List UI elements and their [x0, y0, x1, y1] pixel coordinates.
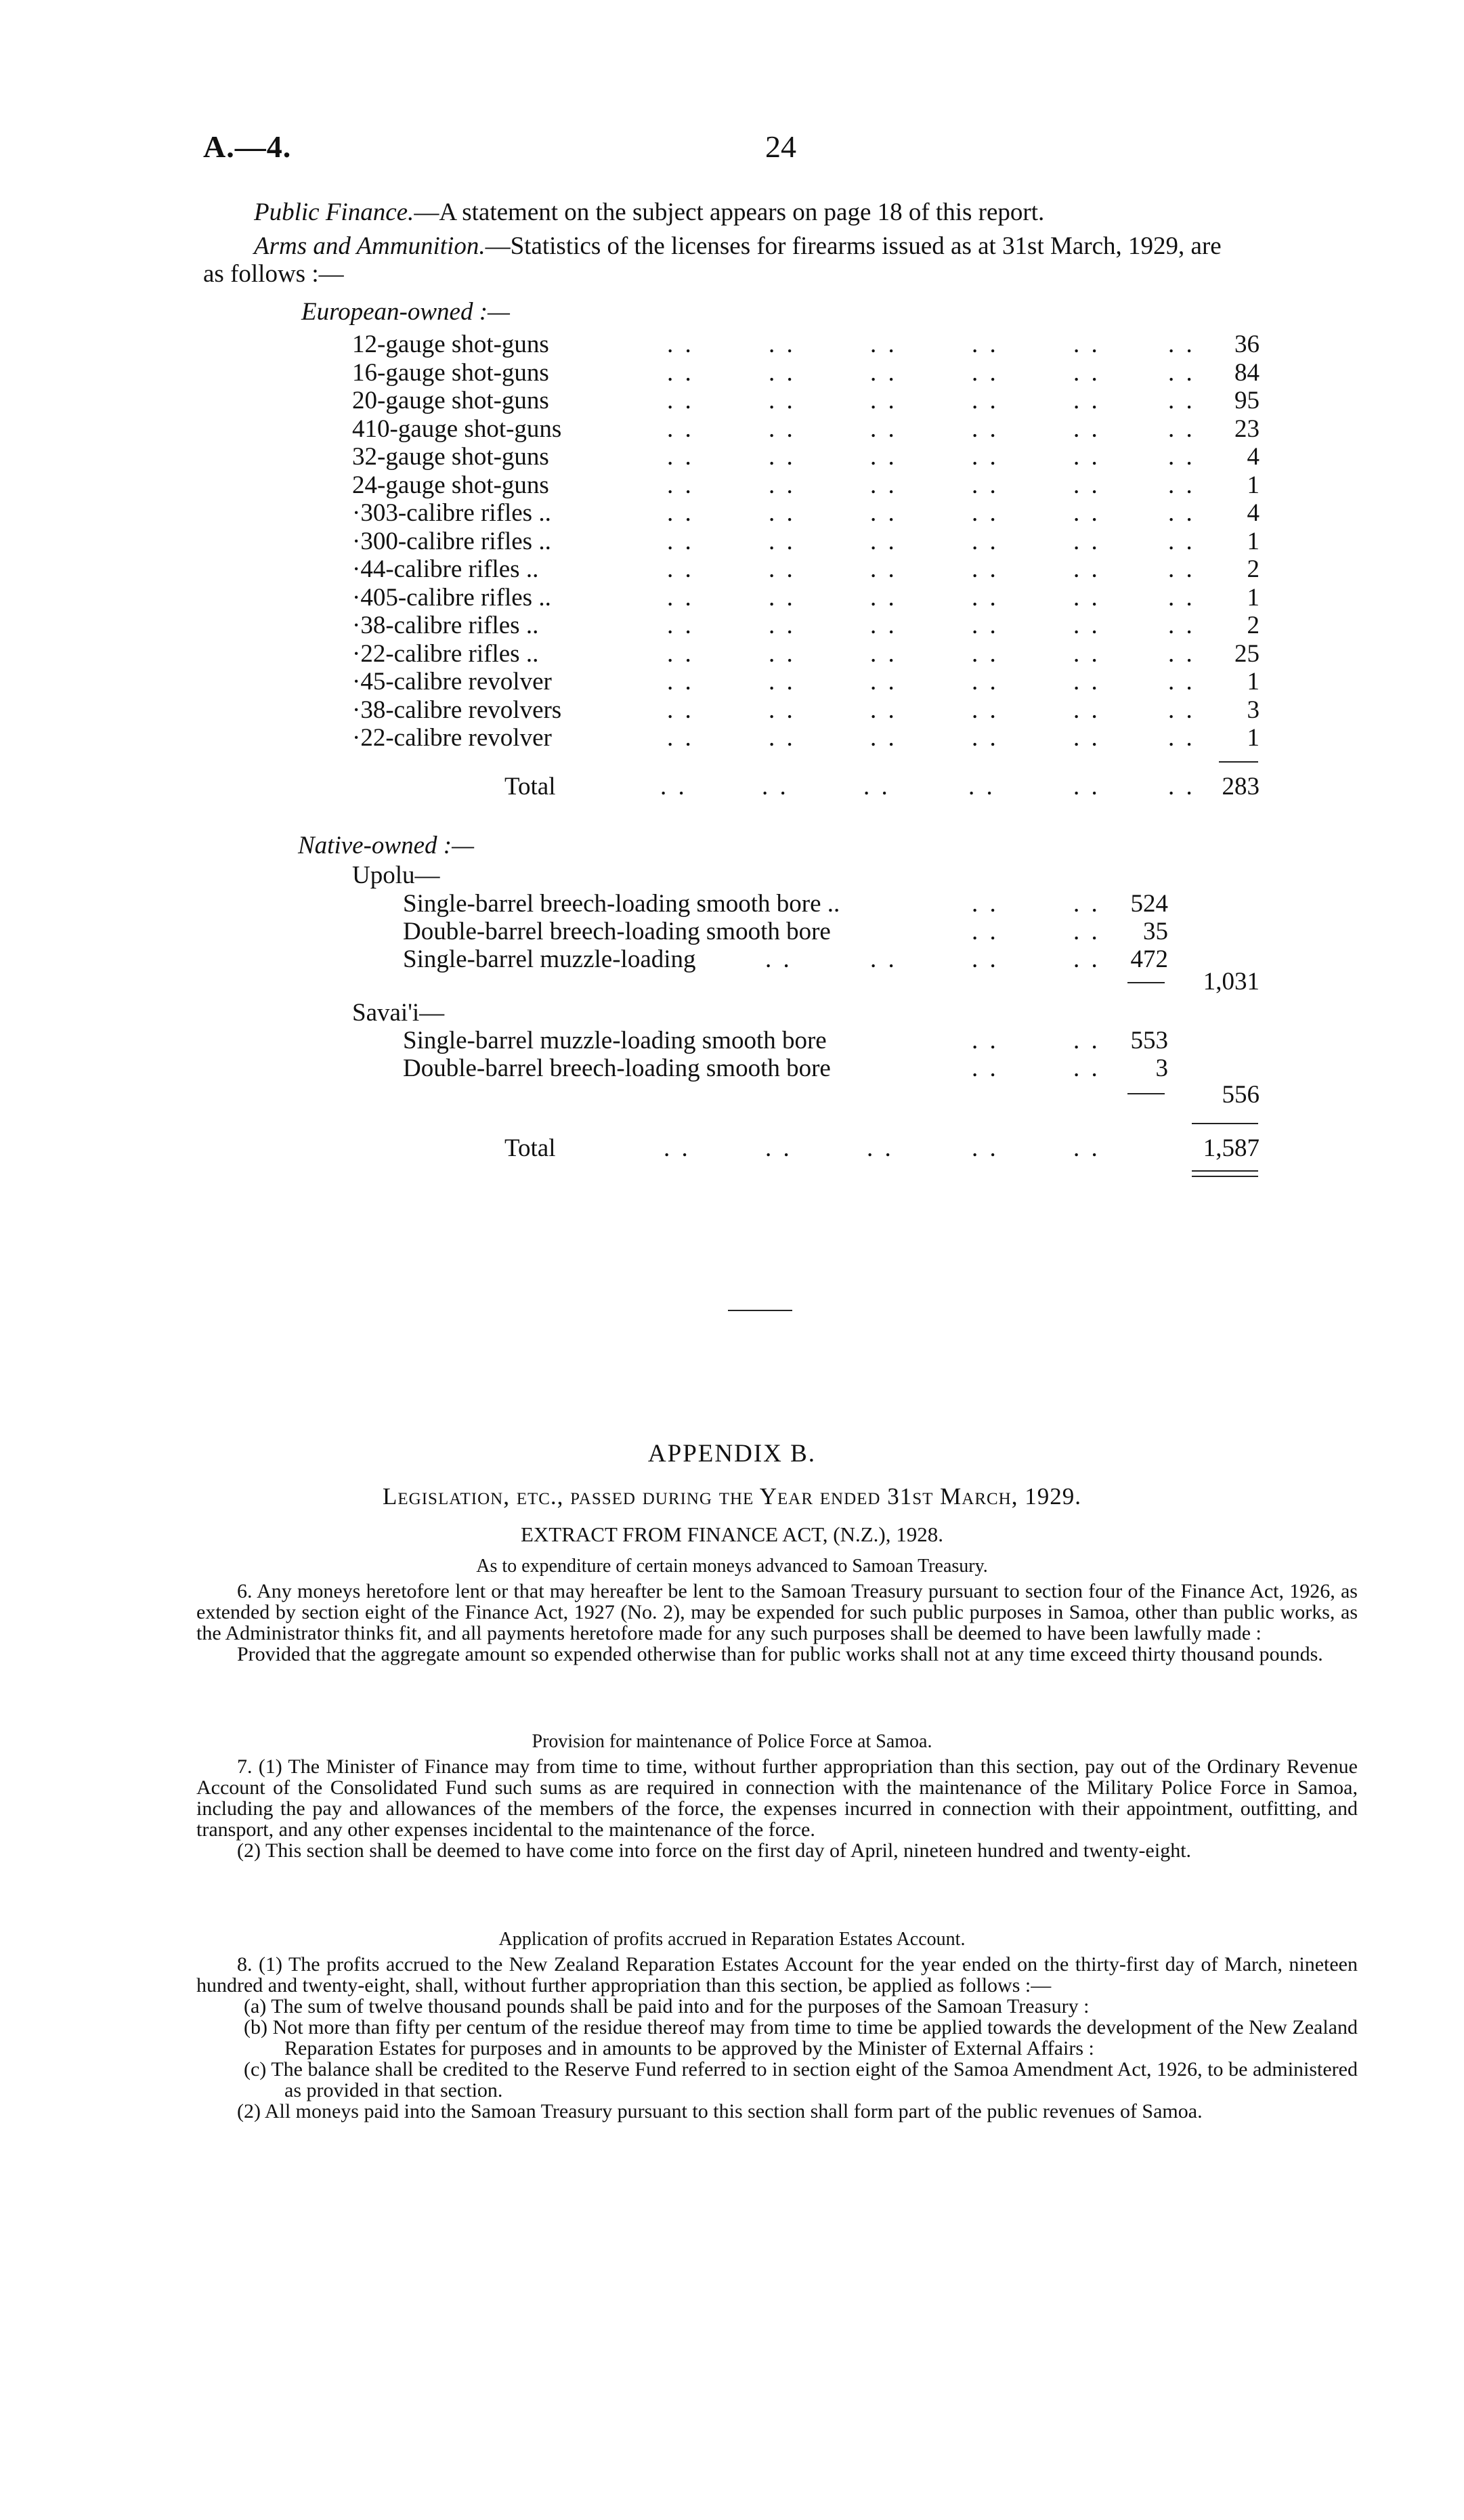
native-total-value: 1,587	[1203, 1134, 1260, 1162]
european-row-value: 25	[1234, 639, 1260, 668]
dot-leader: . .	[1073, 358, 1100, 387]
savaii-row-label: Single-barrel muzzle-loading smooth bore	[403, 1027, 827, 1054]
dot-leader: . .	[870, 330, 897, 358]
dot-leader: . .	[1073, 724, 1100, 752]
savaii-heading: Savai'i—	[352, 999, 445, 1027]
european-row-label: 16-gauge shot-guns	[352, 358, 549, 387]
dot-leader: . .	[667, 330, 694, 358]
dot-leader: . .	[972, 1134, 999, 1162]
dot-leader: . .	[1073, 1027, 1100, 1054]
upolu-subtotal-row	[0, 967, 1464, 996]
dot-leader: . .	[870, 945, 897, 973]
dot-leader: . .	[867, 1134, 894, 1162]
arms-paragraph-line1	[254, 232, 1222, 260]
european-row-label: ·303-calibre rifles ..	[352, 499, 551, 527]
dot-leader: . .	[1073, 612, 1100, 639]
european-row-value: 23	[1234, 414, 1260, 443]
dot-leader: . .	[1168, 471, 1195, 499]
european-row-value: 4	[1247, 499, 1260, 527]
dot-leader: . .	[870, 443, 897, 471]
dot-leader: . .	[1073, 696, 1100, 724]
european-row-value: 2	[1247, 612, 1260, 639]
section-8-clause-b: (b) Not more than fifty per centum of the residue thereof may from time to time be applied towards the development of the New Zealand Reparation Estates for purposes and in amounts to be approved by the Minister of External Affairs :	[244, 2016, 1358, 2059]
upolu-row-label: Double-barrel breech-loading smooth bore	[403, 918, 831, 945]
savaii-row	[0, 1026, 1464, 1054]
section-6	[196, 1581, 1358, 1665]
section-7	[196, 1756, 1358, 1861]
upolu-row-label: Single-barrel breech-loading smooth bore ..	[403, 890, 840, 918]
dot-leader: . .	[1073, 668, 1100, 696]
european-row	[0, 696, 1464, 724]
dot-leader: . .	[769, 499, 796, 527]
dot-leader: . .	[972, 499, 999, 527]
european-row	[0, 583, 1464, 612]
dot-leader: . .	[870, 724, 897, 752]
dot-leader: . .	[769, 387, 796, 414]
dot-leader: . .	[870, 696, 897, 724]
upolu-subtotal: 1,031	[1203, 968, 1260, 996]
dot-leader: . .	[1073, 414, 1100, 443]
dot-leader: . .	[769, 555, 796, 583]
dot-leader: . .	[769, 639, 796, 668]
european-row	[0, 667, 1464, 696]
dot-leader: . .	[870, 527, 897, 555]
public-finance-paragraph	[254, 198, 1044, 226]
dot-leader: . .	[972, 945, 999, 973]
dot-leader: . .	[870, 668, 897, 696]
dot-leader: . .	[972, 639, 999, 668]
dot-leader: . .	[1073, 443, 1100, 471]
dot-leader: . .	[870, 639, 897, 668]
dot-leader: . .	[769, 330, 796, 358]
public-finance-text: —A statement on the subject appears on page 18 of this report.	[414, 198, 1045, 226]
dot-leader: . .	[1168, 612, 1195, 639]
dot-leader: . .	[1073, 918, 1100, 945]
dot-leader: . .	[1073, 1134, 1100, 1162]
sub-heading-expenditure: As to expenditure of certain moneys advanced to Samoan Treasury.	[476, 1556, 988, 1577]
section-8-paragraph-1: 8. (1) The profits accrued to the New Zealand Reparation Estates Account for the year ended on the thirty-first day of March, nineteen hundred and twenty-eight, shall, without further appropriation than this section, be applied as follows :—	[196, 1953, 1358, 1996]
european-row-label: ·405-calibre rifles ..	[352, 583, 551, 612]
dot-leader: . .	[972, 387, 999, 414]
dot-leader: . .	[1073, 890, 1100, 918]
savaii-row-value: 3	[1155, 1054, 1168, 1082]
dot-leader: . .	[972, 527, 999, 555]
dot-leader: . .	[1073, 583, 1100, 612]
european-row-label: 32-gauge shot-guns	[352, 443, 549, 471]
european-row-label: ·22-calibre rifles ..	[352, 639, 539, 668]
dot-leader: . .	[667, 387, 694, 414]
dot-leader: . .	[667, 471, 694, 499]
dot-leader: . .	[667, 612, 694, 639]
dot-leader: . .	[972, 583, 999, 612]
dot-leader: . .	[1168, 387, 1195, 414]
dot-leader: . .	[972, 443, 999, 471]
dot-leader: . .	[968, 773, 995, 800]
european-row	[0, 498, 1464, 527]
dot-leader: . .	[1168, 499, 1195, 527]
dot-leader: . .	[972, 414, 999, 443]
section-6-paragraph: 6. Any moneys heretofore lent or that may hereafter be lent to the Samoan Treasury pursuant to section four of the Finance Act, 1926, as extended by section eight of the Finance Act, 1927 (No. 2), may be expended for such public purposes in Samoa, other than public works, as the Administrator thinks fit, and all payments heretofore made for any such purposes shall be deemed to have been lawfully made :	[196, 1580, 1358, 1644]
dot-leader: . .	[660, 773, 687, 800]
european-row	[0, 723, 1464, 752]
native-total-row	[0, 1134, 1464, 1162]
dot-leader: . .	[972, 696, 999, 724]
dot-leader: . .	[769, 527, 796, 555]
dot-leader: . .	[769, 358, 796, 387]
section-7-paragraph-2: (2) This section shall be deemed to have come into force on the first day of April, nineteen hundred and twenty-eight.	[237, 1839, 1192, 1862]
dot-leader: . .	[1073, 499, 1100, 527]
page-number: 24	[765, 129, 796, 164]
dot-leader: . .	[972, 471, 999, 499]
dot-leader: . .	[972, 330, 999, 358]
dot-leader: . .	[667, 414, 694, 443]
european-row-label: 20-gauge shot-guns	[352, 387, 549, 414]
native-total-rule	[1192, 1123, 1258, 1124]
dot-leader: . .	[972, 612, 999, 639]
european-row-label: 12-gauge shot-guns	[352, 330, 549, 358]
european-row	[0, 471, 1464, 499]
dot-leader: . .	[769, 583, 796, 612]
section-8-clause-c: (c) The balance shall be credited to the Reserve Fund referred to in section eight of the Samoa Amendment Act, 1926, to be administered as provided in that section.	[244, 2058, 1358, 2101]
appendix-title: APPENDIX B.	[647, 1440, 817, 1468]
european-row	[0, 527, 1464, 555]
dot-leader: . .	[870, 414, 897, 443]
european-row-value: 95	[1234, 387, 1260, 414]
european-row-value: 36	[1234, 330, 1260, 358]
european-row-label: ·38-calibre rifles ..	[352, 612, 539, 639]
dot-leader: . .	[1168, 414, 1195, 443]
european-row-label: ·44-calibre rifles ..	[352, 555, 539, 583]
upolu-row-value: 35	[1143, 918, 1168, 945]
dot-leader: . .	[870, 471, 897, 499]
dot-leader: . .	[1073, 639, 1100, 668]
dot-leader: . .	[870, 387, 897, 414]
dot-leader: . .	[769, 724, 796, 752]
dot-leader: . .	[769, 612, 796, 639]
dot-leader: . .	[1168, 773, 1195, 800]
european-total-rule	[1219, 761, 1258, 763]
european-total-row	[0, 772, 1464, 800]
arms-text-line1: —Statistics of the licenses for firearms issued as at 31st March, 1929, are	[485, 232, 1222, 260]
dot-leader: . .	[1073, 555, 1100, 583]
european-row-value: 3	[1247, 696, 1260, 724]
sub-heading-reparation: Application of profits accrued in Reparation Estates Account.	[498, 1929, 966, 1950]
dot-leader: . .	[1073, 527, 1100, 555]
dot-leader: . .	[1168, 358, 1195, 387]
european-row-label: ·22-calibre revolver	[352, 724, 552, 752]
upolu-row-value: 472	[1130, 945, 1168, 973]
european-row-label: 24-gauge shot-guns	[352, 471, 549, 499]
double-rule-top	[1192, 1170, 1258, 1172]
dot-leader: . .	[870, 358, 897, 387]
public-finance-heading: Public Finance.	[254, 198, 414, 226]
section-7-paragraph-1: 7. (1) The Minister of Finance may from time to time, without further appropriation than this section, pay out of the Ordinary Revenue Account of the Consolidated Fund such sums as are required in connection with the maintenance of the Military Police Force in Samoa, including the pay and allowances of the members of the force, the expenses incurred in connection with their appointment, outfitting, and transport, and any other expenses incidental to the maintenance of the force.	[196, 1755, 1358, 1841]
dot-leader: . .	[1168, 696, 1195, 724]
double-rule-bottom	[1192, 1176, 1258, 1177]
dot-leader: . .	[667, 724, 694, 752]
dot-leader: . .	[769, 471, 796, 499]
dot-leader: . .	[769, 696, 796, 724]
dot-leader: . .	[1073, 773, 1100, 800]
dot-leader: . .	[667, 639, 694, 668]
dot-leader: . .	[1073, 1054, 1100, 1082]
section-8-paragraph-2: (2) All moneys paid into the Samoan Treasury pursuant to this section shall form part of the public revenues of Samoa.	[237, 2100, 1203, 2122]
dot-leader: . .	[1073, 387, 1100, 414]
dot-leader: . .	[1073, 330, 1100, 358]
european-row	[0, 330, 1464, 358]
dot-leader: . .	[667, 555, 694, 583]
dot-leader: . .	[1168, 443, 1195, 471]
european-row-value: 1	[1247, 471, 1260, 499]
european-total-label: Total	[504, 773, 556, 800]
dot-leader: . .	[1168, 330, 1195, 358]
dot-leader: . .	[1168, 583, 1195, 612]
dot-leader: . .	[1168, 555, 1195, 583]
section-separator	[728, 1310, 792, 1311]
dot-leader: . .	[664, 1134, 691, 1162]
dot-leader: . .	[667, 443, 694, 471]
dot-leader: . .	[667, 358, 694, 387]
dot-leader: . .	[972, 724, 999, 752]
dot-leader: . .	[1073, 945, 1100, 973]
european-row-value: 84	[1234, 358, 1260, 387]
dot-leader: . .	[1168, 724, 1195, 752]
upolu-heading: Upolu—	[352, 861, 440, 889]
native-heading: Native-owned :—	[298, 832, 474, 859]
upolu-row-label: Single-barrel muzzle-loading	[403, 945, 696, 973]
european-heading: European-owned :—	[301, 298, 510, 326]
dot-leader: . .	[1168, 668, 1195, 696]
dot-leader: . .	[972, 358, 999, 387]
european-row	[0, 611, 1464, 639]
dot-leader: . .	[1168, 527, 1195, 555]
dot-leader: . .	[972, 1054, 999, 1082]
european-row	[0, 555, 1464, 583]
european-row	[0, 639, 1464, 668]
dot-leader: . .	[762, 773, 789, 800]
dot-leader: . .	[863, 773, 890, 800]
upolu-row	[0, 917, 1464, 945]
dot-leader: . .	[667, 527, 694, 555]
upolu-row	[0, 889, 1464, 918]
dot-leader: . .	[667, 668, 694, 696]
section-8	[196, 1954, 1358, 2122]
european-row-value: 4	[1247, 443, 1260, 471]
section-8-clause-a: (a) The sum of twelve thousand pounds shall be paid into and for the purposes of the Samoan Treasury :	[244, 1995, 1090, 2017]
european-row-value: 1	[1247, 724, 1260, 752]
dot-leader: . .	[769, 443, 796, 471]
extract-title: EXTRACT FROM FINANCE ACT, (N.Z.), 1928.	[520, 1522, 944, 1546]
dot-leader: . .	[769, 668, 796, 696]
dot-leader: . .	[972, 890, 999, 918]
dot-leader: . .	[765, 1134, 792, 1162]
european-row-value: 1	[1247, 527, 1260, 555]
document-reference: A.—4.	[203, 129, 292, 164]
dot-leader: . .	[870, 555, 897, 583]
upolu-row-value: 524	[1130, 890, 1168, 918]
dot-leader: . .	[870, 583, 897, 612]
dot-leader: . .	[870, 499, 897, 527]
european-row-label: ·38-calibre revolvers	[352, 696, 562, 724]
dot-leader: . .	[667, 583, 694, 612]
dot-leader: . .	[972, 555, 999, 583]
arms-text-line2: as follows :—	[203, 260, 344, 288]
dot-leader: . .	[667, 696, 694, 724]
savaii-row-label: Double-barrel breech-loading smooth bore	[403, 1054, 831, 1082]
sub-heading-police: Provision for maintenance of Police Force at Samoa.	[532, 1731, 932, 1752]
dot-leader: . .	[765, 945, 792, 973]
european-total-value: 283	[1222, 773, 1260, 800]
dot-leader: . .	[972, 918, 999, 945]
european-row	[0, 358, 1464, 387]
dot-leader: . .	[870, 612, 897, 639]
native-total-label: Total	[504, 1134, 556, 1162]
arms-heading: Arms and Ammunition.	[254, 232, 486, 260]
dot-leader: . .	[972, 668, 999, 696]
european-row-label: ·45-calibre revolver	[352, 668, 552, 696]
european-row-value: 1	[1247, 668, 1260, 696]
european-row-label: ·300-calibre rifles ..	[352, 527, 551, 555]
appendix-subtitle: Legislation, etc., passed during the Year ended 31st March, 1929.	[383, 1483, 1081, 1510]
dot-leader: . .	[972, 1027, 999, 1054]
savaii-row	[0, 1054, 1464, 1082]
savaii-row-value: 553	[1130, 1027, 1168, 1054]
european-row-value: 2	[1247, 555, 1260, 583]
european-row-label: 410-gauge shot-guns	[352, 414, 562, 443]
section-6-proviso: Provided that the aggregate amount so expended otherwise than for public works shall not at any time exceed thirty thousand pounds.	[237, 1643, 1323, 1665]
european-row	[0, 414, 1464, 443]
european-row	[0, 442, 1464, 471]
dot-leader: . .	[769, 414, 796, 443]
savaii-subtotal-row	[0, 1080, 1464, 1109]
dot-leader: . .	[1073, 471, 1100, 499]
savaii-subtotal: 556	[1222, 1081, 1260, 1109]
dot-leader: . .	[1168, 639, 1195, 668]
european-row-value: 1	[1247, 583, 1260, 612]
dot-leader: . .	[667, 499, 694, 527]
european-row	[0, 386, 1464, 414]
